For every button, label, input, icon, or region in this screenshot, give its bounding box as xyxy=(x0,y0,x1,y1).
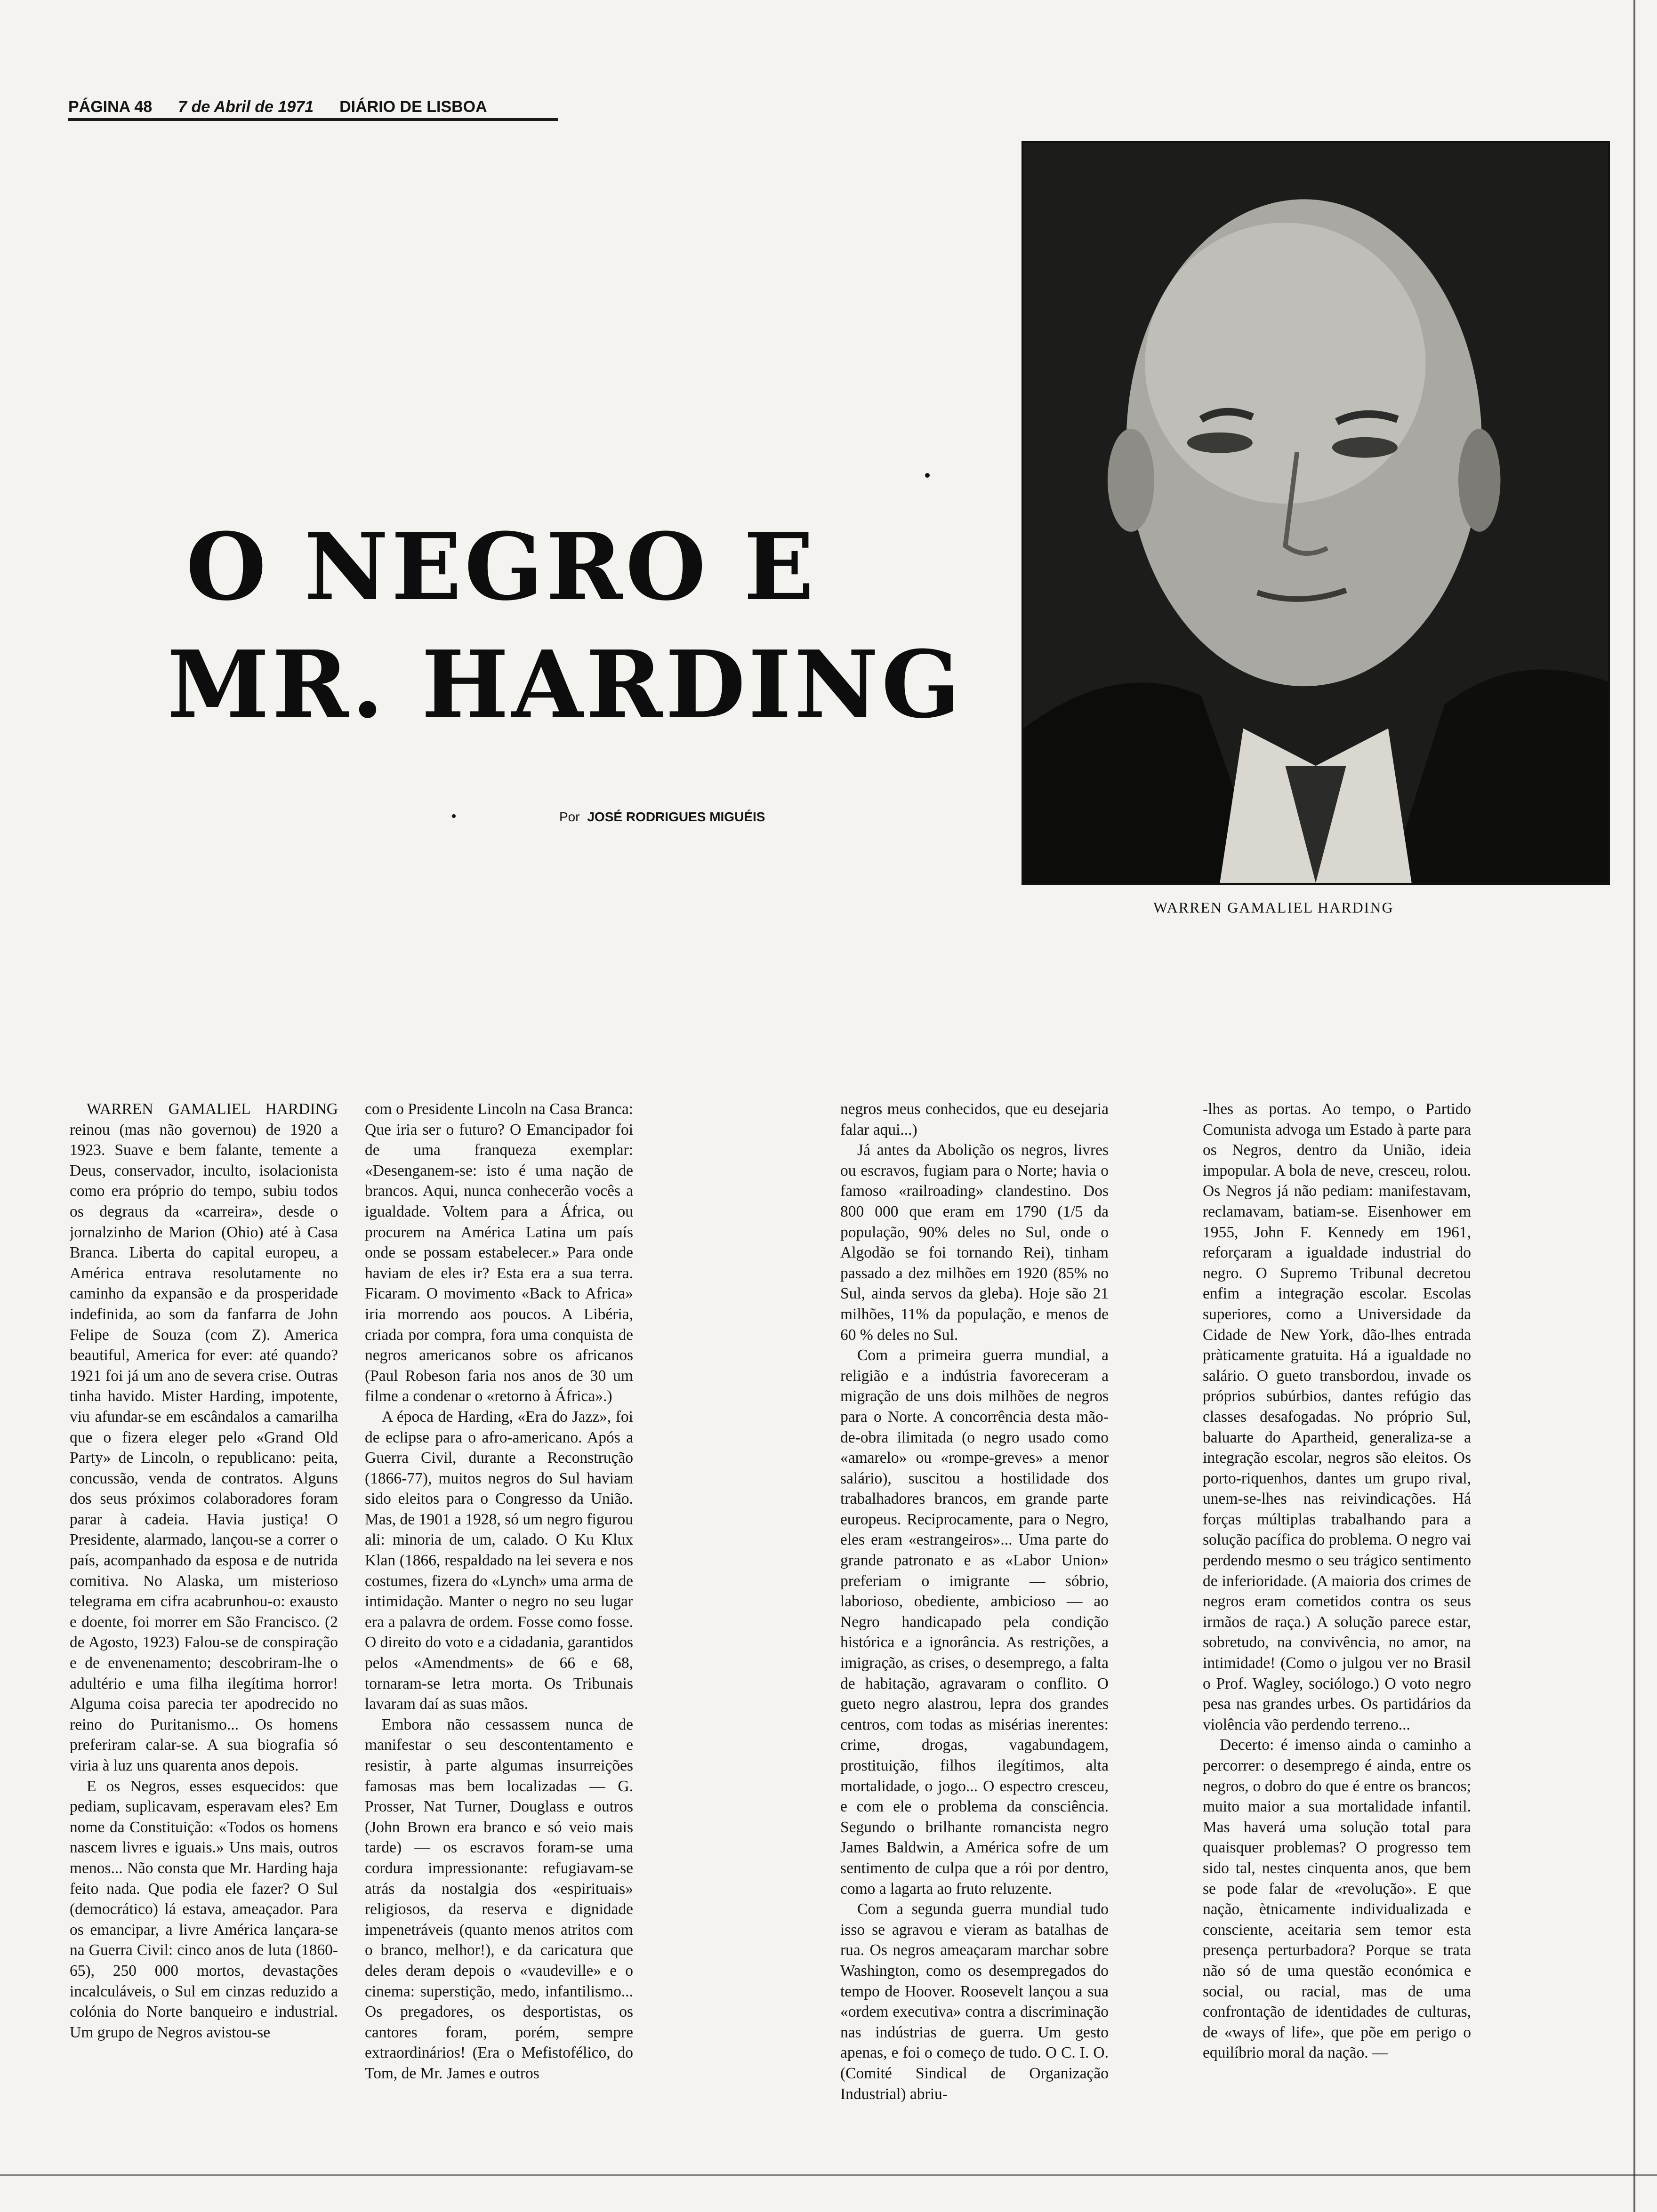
newspaper-name: DIÁRIO DE LISBOA xyxy=(339,98,487,116)
text-column-2 xyxy=(365,1099,633,2172)
issue-date: 7 de Abril de 1971 xyxy=(178,98,314,116)
title-line-1: O NEGRO E xyxy=(186,513,817,621)
photo-caption: WARREN GAMALIEL HARDING xyxy=(1153,899,1394,916)
print-speck xyxy=(452,814,456,818)
paragraph: negros meus conhecidos, que eu desejaria falar aqui...) xyxy=(840,1100,1109,1138)
paragraph: E os Negros, esses esquecidos: que pediam, suplicavam, esperavam eles? Em nome da Constituição: «Todos os homens nascem livres e iguais.» Uns mais, outros menos... Não consta que Mr. Harding haja feito nada. Que podia ele fazer? O Sul (democrático) lá estava, ameaçador. Para os emancipar, a livre América lançara-se na Guerra Civil: cinco anos de luta (1860-65), 250 000 mortos, devastações incalculáveis, o Sul em cinzas reduzido a colónia do Norte banqueiro e industrial. Um grupo de Negros avistou-se xyxy=(70,1777,338,2041)
byline xyxy=(559,809,765,825)
text-column-1 xyxy=(70,1099,338,2172)
right-edge-mark xyxy=(1633,0,1635,2212)
paragraph: Com a primeira guerra mundial, a religião e a indústria favoreceram a migração de uns dois milhões de negros para o Norte. A concorrência desta mão-de-obra ilimitada (o negro usado como «amarelo» ou «rompe-greves» a menor salário), suscitou a hostilidade dos trabalhadores brancos, em grande parte europeus. Reciprocamente, para o Negro, eles eram «estrangeiros»... Uma parte do grande patronato e as «Labor Union» preferiam o imigrante — sóbrio, laborioso, obediente, ambicioso — ao Negro handicapado pela condição histórica e a ignorância. As restrições, a imigração, as crises, o desemprego, a falta de habitação, agravaram o conflito. O gueto negro alastrou, lepra dos grandes centros, com todas as misérias inerentes: crime, drogas, vagabundagem, prostituição, filhos ilegítimos, alta mortalidade, o jogo... O espectro cresceu, e com ele o problema da consciência. Segundo o brilhante romancista negro James Baldwin, a América sofre de um sentimento de culpa que a rói por dentro, como a lagarta ao fruto reluzente. xyxy=(840,1346,1109,1898)
portrait-illustration xyxy=(1023,143,1608,883)
bottom-rule xyxy=(0,2174,1657,2176)
article-title xyxy=(167,508,963,744)
print-speck xyxy=(925,473,930,478)
paragraph: Decerto: é imenso ainda o caminho a percorrer: o desemprego é ainda, entre os negros, o dobro do que é entre os brancos; muito maior a sua mortalidade infantil. Mas haverá uma solução total para quaisquer problemas? O progresso tem sido tal, nestes cinquenta anos, que bem se pode falar de «revolução». E que nação, ètnicamente individualizada e consciente, aceitaria sem temor esta presença perturbadora? Porque se trata não só de uma questão económica e social, ou racial, mas de uma confrontação de identidades de culturas, de «ways of life», que põe em perigo o equilíbrio moral da nação. — xyxy=(1203,1736,1471,2062)
page-header xyxy=(68,98,558,121)
text-column-3 xyxy=(840,1099,1109,2172)
paragraph: -lhes as portas. Ao tempo, o Partido Comunista advoga um Estado à parte para os Negros, dentro da União, ideia impopular. A bola de neve, cresceu, rolou. Os Negros já não pediam: manifestavam, reclamavam, batiam-se. Eisenhower em 1955, John F. Kennedy em 1961, reforçaram a igualdade industrial do negro. O Supremo Tribunal decretou enfim a integração escolar. Escolas superiores, como a Universidade da Cidade de New York, dão-lhes entrada pràticamente gratuita. Há a igualdade no salário. O gueto transbordou, invade os próprios subúrbios, dantes refúgio das classes desafogadas. No próprio Sul, baluarte do Apartheid, generaliza-se a integração escolar, negros são eleitos. Os porto-riquenhos, dantes um grupo rival, unem-se-lhes nas reivindicações. Há forças múltiplas trabalhando para a solução pacífica do problema. O negro vai perdendo mesmo o seu trágico sentimento de inferioridade. (A maioria dos crimes de negros eram cometidos contra os seus irmãos de raça.) A solução parece estar, sobretudo, na convivência, no amor, na intimidade! (Como o julgou ver no Brasil o Prof. Wagley, sociólogo.) O voto negro pesa nas grandes urbes. Os partidários da violência vão perdendo terreno... xyxy=(1203,1100,1471,1733)
paragraph: Com a segunda guerra mundial tudo isso se agravou e vieram as batalhas de rua. Os negros ameaçaram marchar sobre Washington, como os desempregados do tempo de Hoover. Roosevelt lançou a sua «ordem executiva» contra a discriminação nas indústrias de guerra. Um gesto apenas, e foi o começo de tudo. O C. I. O. (Comité Sindical de Organização Industrial) abriu- xyxy=(840,1900,1109,2103)
paragraph: A época de Harding, «Era do Jazz», foi de eclipse para o afro-americano. Após a Guerra Civil, durante a Reconstrução (1866-77), muitos negros do Sul haviam sido eleitos para o Congresso da União. Mas, de 1901 a 1928, só um negro figurou ali: minoria de um, calado. O Ku Klux Klan (1866, respaldado na lei severa e nos costumes, fizera do «Lynch» uma arma de intimidação. Manter o negro no seu lugar era a palavra de ordem. Fosse como fosse. O direito do voto e a cidadania, garantidos pelos «Amendments» de 66 e 68, tornaram-se letra morta. Os Tribunais lavaram daí as suas mãos. xyxy=(365,1408,633,1713)
paragraph: Já antes da Abolição os negros, livres ou escravos, fugiam para o Norte; havia o famoso «railroading» clandestino. Dos 800 000 que eram em 1790 (1/5 da população, 90% deles no Sul, onde o Algodão se foi tornando Rei), tinham passado a dez milhões em 1920 (85% no Sul, ainda servos da gleba). Hoje são 21 milhões, 11% da população, e menos de 60 % deles no Sul. xyxy=(840,1141,1109,1344)
page-number: PÁGINA 48 xyxy=(68,98,153,116)
paragraph: WARREN GAMALIEL HARDING reinou (mas não governou) de 1920 a 1923. Suave e bem falante, temente a Deus, conservador, inculto, isolacionista como era próprio do tempo, subiu todos os degraus da «carreira», desde o jornalzinho de Marion (Ohio) até à Casa Branca. Liberta do capital europeu, a América entrava resolutamente no caminho da expansão e da prosperidade indefinida, ao som da fanfarra de John Felipe de Souza (com Z). America beautiful, America for ever: até quando? 1921 foi já um ano de severa crise. Outras tinha havido. Mister Harding, impotente, viu afundar-se em escândalos a camarilha que o fizera eleger pelo «Grand Old Party» de Lincoln, o republicano: peita, concussão, venda de contratos. Alguns dos seus próximos colaboradores foram parar à cadeia. Havia justiça! O Presidente, alarmado, lançou-se a correr o país, acompanhado da esposa e de nutrida comitiva. No Alaska, um misterioso telegrama em cifra acabrunhou-o: exausto e doente, foi morrer em São Francisco. (2 de Agosto, 1923) Falou-se de conspiração e de envenenamento; descobriram-lhe o adultério e uma filha ilegítima horror! Alguma coisa parecia ter apodrecido no reino do Puritanismo... Os homens preferiram calar-se. A sua biografia só viria à luz uns quarenta anos depois. xyxy=(70,1100,338,1774)
text-column-4 xyxy=(1203,1099,1471,2172)
author-name: JOSÉ RODRIGUES MIGUÉIS xyxy=(587,809,765,824)
byline-prefix: Por xyxy=(559,809,580,824)
title-line-2: MR. HARDING xyxy=(167,631,963,739)
paragraph: com o Presidente Lincoln na Casa Branca: Que iria ser o futuro? O Emancipador foi de uma franqueza exemplar: «Desenganem-se: isto é uma nação de brancos. Aqui, nunca conhecerão vocês a igualdade. Voltem para a África, ou procurem na América Latina um país onde se possam estabelecer.» Para onde haviam de eles ir? Esta era a sua terra. Ficaram. O movimento «Back to Africa» iria morrendo aos poucos. A Libéria, criada por compra, fora uma conquista de negros americanos sobre os africanos (Paul Robeson faria nos anos de 30 um filme a condenar o «retorno à África».) xyxy=(365,1100,633,1405)
portrait-photo xyxy=(1022,141,1610,885)
paragraph: Embora não cessassem nunca de manifestar o seu descontentamento e resistir, à parte algumas insurreições famosas mas bem localizadas — G. Prosser, Nat Turner, Douglass e outros (John Brown era branco e só veio mais tarde) — os escravos foram-se uma cordura impressionante: refugiavam-se atrás da nostalgia dos «espirituais» religiosos, da reserva e dignidade impenetráveis (quanto menos atritos com o branco, melhor!), e da caricatura que deles deram depois o «vaudeville» e o cinema: superstição, medo, infantilismo... Os pregadores, os desportistas, os cantores foram, porém, sempre extraordinários! (Era o Mefistofélico, do Tom, de Mr. James e outros xyxy=(365,1715,633,2082)
